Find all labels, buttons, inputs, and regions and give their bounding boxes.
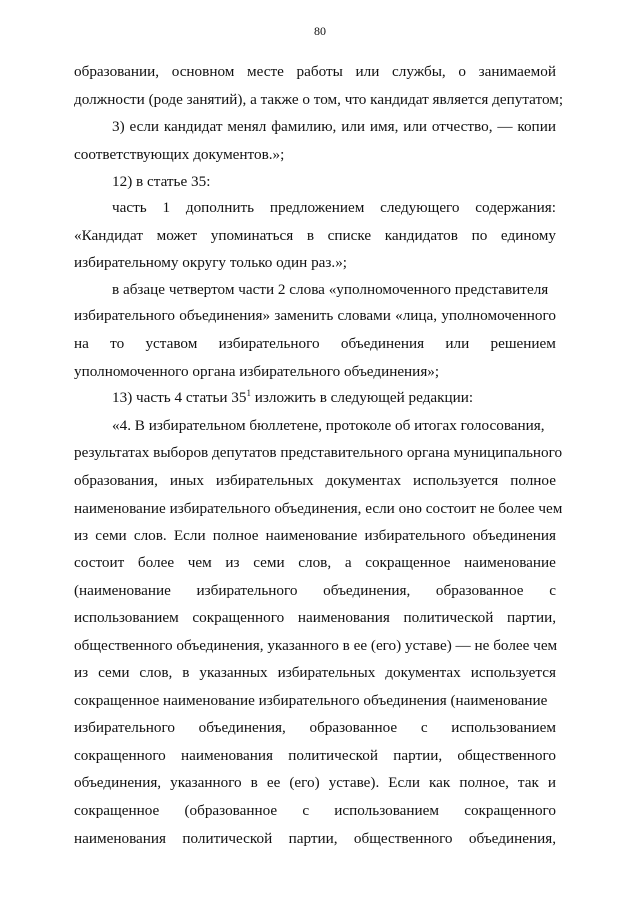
text-line xyxy=(74,581,556,601)
word: сокращенное xyxy=(74,802,160,819)
text-line xyxy=(74,829,556,849)
word: (наименование xyxy=(74,582,171,599)
word: если xyxy=(129,118,160,135)
word: использованием xyxy=(451,719,556,736)
word: кандидатов xyxy=(384,227,458,244)
word: наименование xyxy=(265,527,358,544)
word: семи xyxy=(95,527,127,544)
word: партии, xyxy=(507,609,556,626)
word: избирательных xyxy=(215,472,314,489)
word: занимаемой xyxy=(478,63,556,80)
word: часть xyxy=(112,199,147,216)
text-line xyxy=(112,172,556,192)
superscript: 1 xyxy=(246,388,251,398)
word: или xyxy=(341,118,366,135)
word: избирательного xyxy=(218,335,320,352)
word: наименования xyxy=(74,830,167,847)
word: по xyxy=(471,227,488,244)
word: следующего xyxy=(380,199,460,216)
text-line xyxy=(74,691,556,711)
word: как xyxy=(429,774,451,791)
line-text: избирательному округу только один раз.»; xyxy=(74,254,348,271)
word: или xyxy=(403,118,428,135)
word: избирательного xyxy=(74,307,175,324)
word: избирательных xyxy=(277,664,376,681)
word: содержания: xyxy=(475,199,556,216)
text-line xyxy=(74,663,556,683)
word: более xyxy=(137,554,175,571)
word: или xyxy=(355,63,380,80)
word: из xyxy=(225,554,240,571)
word: (его) xyxy=(289,774,320,791)
text-line xyxy=(74,773,556,793)
word: менял xyxy=(227,118,267,135)
word: «лица, xyxy=(395,307,438,324)
word: упоминаться xyxy=(210,227,294,244)
word: — xyxy=(497,118,513,135)
line-text: наименование избирательного объединения, если оно состоит не более чем xyxy=(74,500,563,517)
text-line xyxy=(112,117,556,137)
line-text: общественного объединения, указанного в ее (его) уставе) — не более чем xyxy=(74,637,558,654)
line-text: сокращенное наименование избирательного объединения (наименование xyxy=(74,692,548,709)
word: 1 xyxy=(162,199,171,216)
text-line xyxy=(74,499,563,519)
word: в xyxy=(306,227,315,244)
word: избирательного xyxy=(364,527,466,544)
word: службы, xyxy=(392,63,446,80)
word: образованное xyxy=(435,582,524,599)
word: так xyxy=(517,774,539,791)
word: сокращенного xyxy=(192,609,285,626)
word: политической xyxy=(403,609,494,626)
word: полное xyxy=(510,472,556,489)
word: указанных xyxy=(199,664,268,681)
word: объединения, xyxy=(468,830,556,847)
word: образовании, xyxy=(74,63,160,80)
word: политической xyxy=(288,747,379,764)
word: с xyxy=(549,582,556,599)
word: объединения, xyxy=(323,582,411,599)
word: общественного xyxy=(353,830,453,847)
text-line xyxy=(112,416,556,436)
word: месте xyxy=(247,63,284,80)
word: имя, xyxy=(369,118,399,135)
word: или xyxy=(445,335,470,352)
word: о xyxy=(458,63,466,80)
text-line xyxy=(74,471,556,491)
word: (образованное xyxy=(184,802,278,819)
word: Если xyxy=(388,774,421,791)
word: списке xyxy=(327,227,372,244)
word: в xyxy=(182,664,190,681)
word: из xyxy=(74,664,89,681)
word: образования, xyxy=(74,472,158,489)
line-text: уполномоченного органа избирательного объединения»; xyxy=(74,363,440,380)
word: объединения, xyxy=(198,719,286,736)
line-text: 12) в статье 35: xyxy=(112,173,211,190)
word: семи xyxy=(98,664,130,681)
word: наименования xyxy=(180,747,273,764)
word: наименования xyxy=(297,609,390,626)
word: и xyxy=(547,774,556,791)
word: отчество, xyxy=(431,118,493,135)
line-text-continued: изложить в следующей редакции: xyxy=(251,389,474,406)
line-text: «4. В избирательном бюллетене, протоколе об итогах голосования, xyxy=(112,417,545,434)
word: используется xyxy=(412,472,499,489)
word: ее xyxy=(266,774,281,791)
word: указанного xyxy=(170,774,242,791)
word: то xyxy=(110,335,125,352)
line-text: должности (роде занятий), а также о том, что кандидат является депутатом; xyxy=(74,91,564,108)
word: уполномоченного xyxy=(441,307,556,324)
line-text: 13) часть 4 статьи 35 xyxy=(112,389,247,406)
text-line xyxy=(112,198,556,218)
word: на xyxy=(74,335,89,352)
line-text: результатах выборов депутатов представительного органа муниципального xyxy=(74,444,563,461)
word: из xyxy=(74,527,89,544)
word: использованием xyxy=(334,802,440,819)
word: партии, xyxy=(393,747,443,764)
word: может xyxy=(156,227,198,244)
line-text: соответствующих документов.»; xyxy=(74,146,285,163)
word: избирательного xyxy=(74,719,175,736)
word: использованием xyxy=(74,609,179,626)
text-line xyxy=(74,226,556,246)
word: кандидат xyxy=(163,118,223,135)
text-line xyxy=(74,718,556,738)
word: словами xyxy=(337,307,391,324)
text-line xyxy=(74,801,556,821)
word: сокращенное xyxy=(365,554,451,571)
text-line xyxy=(74,62,556,82)
word: полное, xyxy=(459,774,509,791)
word: сокращенного xyxy=(74,747,166,764)
text-line xyxy=(74,526,556,546)
word: с xyxy=(420,719,428,736)
text-line xyxy=(112,388,556,408)
word: фамилию, xyxy=(271,118,337,135)
word: избирательного xyxy=(196,582,298,599)
word: основном xyxy=(171,63,235,80)
text-line xyxy=(74,608,556,628)
word: слов, xyxy=(139,664,173,681)
word: копии xyxy=(517,118,556,135)
word: наименование xyxy=(464,554,556,571)
word: «Кандидат xyxy=(74,227,143,244)
word: чем xyxy=(187,554,212,571)
line-text: в абзаце четвертом части 2 слова «уполномоченного представителя xyxy=(112,281,549,298)
text-line xyxy=(74,253,556,273)
word: иных xyxy=(169,472,204,489)
word: в xyxy=(250,774,258,791)
word: документах xyxy=(385,664,461,681)
text-line xyxy=(74,145,556,165)
text-line xyxy=(74,306,556,326)
word: работы xyxy=(296,63,343,80)
text-line xyxy=(74,90,564,110)
word: политической xyxy=(182,830,273,847)
word: единому xyxy=(500,227,556,244)
word: общественного xyxy=(457,747,556,764)
text-line xyxy=(74,636,556,656)
text-line xyxy=(74,746,556,766)
word: документах xyxy=(325,472,402,489)
word: дополнить xyxy=(185,199,255,216)
text-line xyxy=(112,280,556,300)
word: объединения, xyxy=(74,774,162,791)
word: слов, xyxy=(298,554,332,571)
word: решением xyxy=(490,335,556,352)
word: Если xyxy=(173,527,206,544)
word: используется xyxy=(470,664,556,681)
word: объединения» xyxy=(179,307,271,324)
text-line xyxy=(74,334,556,354)
word: полное xyxy=(212,527,259,544)
word: предложением xyxy=(269,199,365,216)
text-line xyxy=(74,362,556,382)
page-number: 80 xyxy=(314,24,326,38)
word: заменить xyxy=(274,307,334,324)
text-line xyxy=(74,443,563,463)
word: а xyxy=(344,554,352,571)
word: уставом xyxy=(145,335,198,352)
word: уставе). xyxy=(328,774,380,791)
text-line xyxy=(74,553,556,573)
word: с xyxy=(302,802,310,819)
word: слов. xyxy=(133,527,167,544)
word: объединения xyxy=(472,527,556,544)
word: семи xyxy=(253,554,285,571)
word: партии, xyxy=(288,830,338,847)
word: сокращенного xyxy=(464,802,556,819)
word: объединения xyxy=(340,335,425,352)
word: состоит xyxy=(74,554,125,571)
word: 3) xyxy=(112,118,125,135)
word: образованное xyxy=(309,719,398,736)
